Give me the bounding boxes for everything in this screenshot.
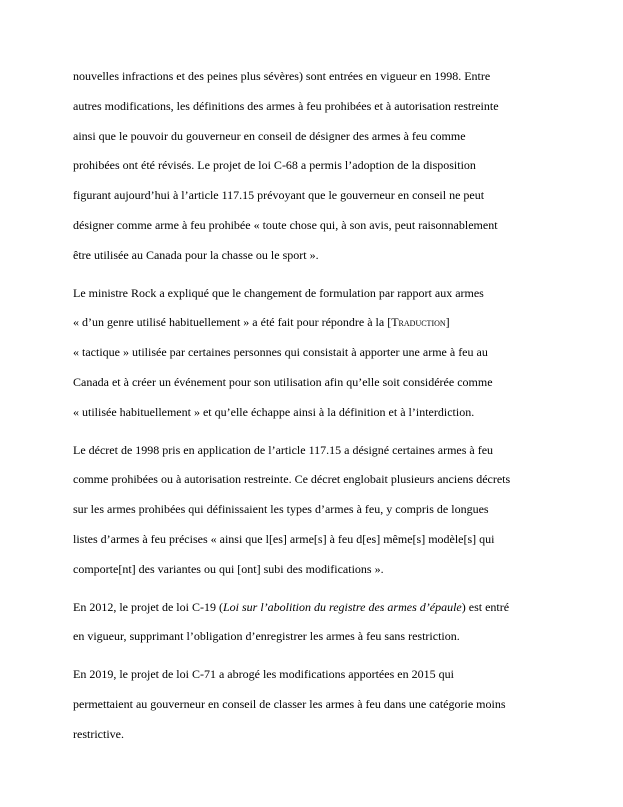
- text-segment: ) est entré: [461, 599, 510, 614]
- text-segment: Traduction: [391, 315, 446, 330]
- text-segment: « d’un genre utilisé habituellement » a été fait pour répondre à la [: [73, 315, 392, 330]
- paragraph: [73, 279, 563, 428]
- text-segment: être utilisée au Canada pour la chasse ou le sport ».: [73, 247, 319, 262]
- text-line: [73, 593, 563, 623]
- text-line: [73, 181, 563, 211]
- text-line: [73, 720, 563, 750]
- text-segment: Le décret de 1998 pris en application de l’article 117.15 a désigné certaines armes à feu: [73, 442, 494, 457]
- paragraph: [73, 593, 563, 653]
- text-segment: comporte[nt] des variantes ou qui [ont] subi des modifications ».: [73, 561, 384, 576]
- text-segment: Loi sur l’abolition du registre des armes d’épaule: [222, 599, 462, 614]
- text-segment: restrictive.: [73, 726, 124, 741]
- text-line: [73, 279, 563, 309]
- text-line: [73, 368, 563, 398]
- text-line: [73, 690, 563, 720]
- text-line: [73, 62, 563, 92]
- text-line: [73, 151, 563, 181]
- text-line: [73, 436, 563, 466]
- text-line: [73, 525, 563, 555]
- text-line: [73, 398, 563, 428]
- text-segment: ]: [445, 315, 450, 330]
- text-segment: en vigueur, supprimant l’obligation d’enregistrer les armes à feu sans restriction.: [73, 629, 460, 644]
- text-segment: prohibées ont été révisés. Le projet de loi C-68 a permis l’adoption de la disposition: [73, 158, 476, 173]
- text-segment: sur les armes prohibées qui définissaient les types d’armes à feu, y compris de longues: [73, 502, 489, 517]
- document-text: [73, 62, 563, 750]
- text-segment: « tactique » utilisée par certaines personnes qui consistait à apporter une arme à feu au: [73, 345, 488, 360]
- text-line: [73, 622, 563, 652]
- text-segment: listes d’armes à feu précises « ainsi que l[es] arme[s] à feu d[es] même[s] modèle[s] qui: [73, 531, 495, 546]
- text-segment: figurant aujourd’hui à l’article 117.15 prévoyant que le gouverneur en conseil ne peut: [73, 188, 485, 203]
- text-segment: désigner comme arme à feu prohibée « toute chose qui, à son avis, peut raisonnablement: [73, 217, 498, 232]
- paragraph: [73, 436, 563, 585]
- paragraph: [73, 660, 563, 749]
- text-segment: Le ministre Rock a expliqué que le changement de formulation par rapport aux armes: [73, 285, 484, 300]
- text-line: [73, 660, 563, 690]
- text-line: [73, 122, 563, 152]
- text-line: [73, 338, 563, 368]
- text-line: [73, 92, 563, 122]
- text-segment: « utilisée habituellement » et qu’elle échappe ainsi à la définition et à l’interdiction.: [73, 404, 475, 419]
- text-line: [73, 465, 563, 495]
- text-segment: En 2012, le projet de loi C-19 (: [73, 599, 223, 614]
- text-segment: autres modifications, les définitions des armes à feu prohibées et à autorisation restreinte: [73, 98, 499, 113]
- paragraph: [73, 62, 563, 271]
- text-line: [73, 495, 563, 525]
- text-segment: nouvelles infractions et des peines plus sévères) sont entrées en vigueur en 1998. Entre: [73, 69, 491, 83]
- text-line: [73, 308, 563, 338]
- text-segment: ainsi que le pouvoir du gouverneur en conseil de désigner des armes à feu comme: [73, 128, 466, 143]
- text-segment: comme prohibées ou à autorisation restreinte. Ce décret englobait plusieurs anciens décrets: [73, 472, 511, 487]
- text-segment: En 2019, le projet de loi C-71 a abrogé les modifications apportées en 2015 qui: [73, 667, 454, 682]
- text-segment: Canada et à créer un événement pour son utilisation afin qu’elle soit considérée comme: [73, 374, 493, 389]
- text-line: [73, 555, 563, 585]
- text-line: [73, 211, 563, 241]
- text-line: [73, 241, 563, 271]
- text-segment: permettaient au gouverneur en conseil de classer les armes à feu dans une catégorie moins: [73, 696, 506, 711]
